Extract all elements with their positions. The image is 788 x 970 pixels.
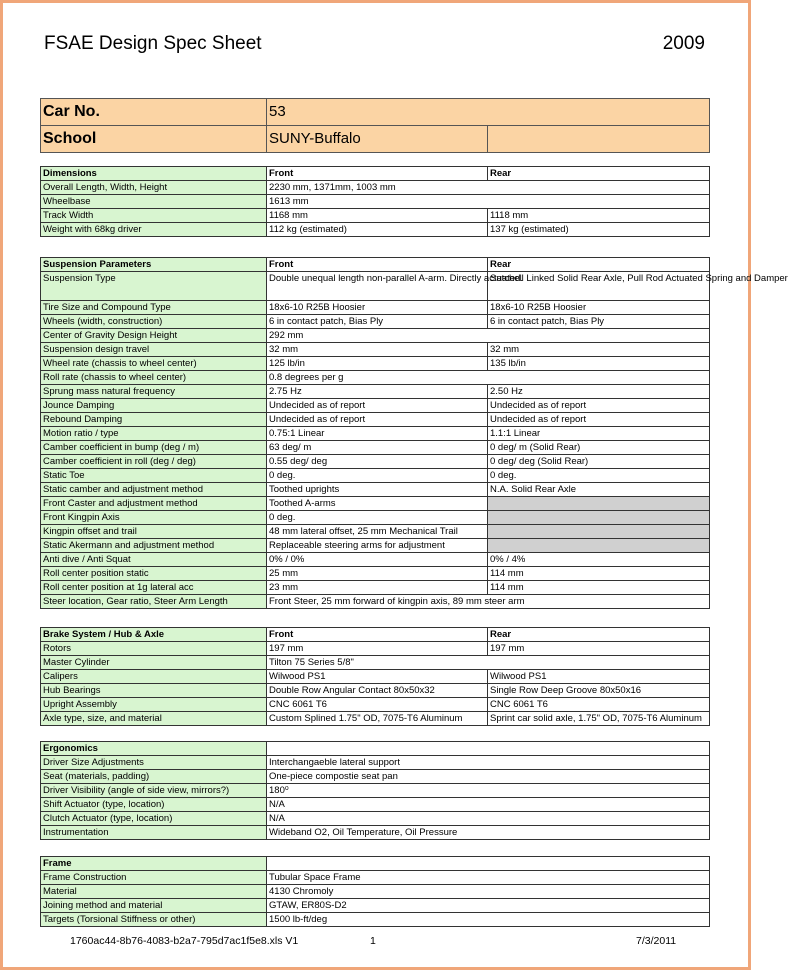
row-label: Clutch Actuator (type, location) bbox=[41, 812, 267, 826]
brake-front-header: Front bbox=[267, 628, 488, 642]
row-label: Wheel rate (chassis to wheel center) bbox=[41, 357, 267, 371]
row-front-value: 0 deg. bbox=[267, 511, 488, 525]
row-label: Jounce Damping bbox=[41, 399, 267, 413]
row-label: Camber coefficient in roll (deg / deg) bbox=[41, 455, 267, 469]
row-label: Material bbox=[41, 885, 267, 899]
row-front-value: Undecided as of report bbox=[267, 413, 488, 427]
table-row bbox=[41, 427, 710, 441]
row-label: Joining method and material bbox=[41, 899, 267, 913]
car-number-row bbox=[41, 99, 710, 126]
row-rear-value: 135 lb/in bbox=[488, 357, 710, 371]
row-label: Driver Size Adjustments bbox=[41, 756, 267, 770]
row-rear-value: Sprint car solid axle, 1.75" OD, 7075-T6 Aluminum bbox=[488, 712, 710, 726]
table-row bbox=[41, 511, 710, 525]
row-label: Shift Actuator (type, location) bbox=[41, 798, 267, 812]
row-rear-value: 114 mm bbox=[488, 581, 710, 595]
ergonomics-header-empty bbox=[267, 742, 710, 756]
row-rear-value: Satchell Linked Solid Rear Axle, Pull Rod Actuated Spring and Damper bbox=[488, 272, 710, 301]
row-rear-value: 0% / 4% bbox=[488, 553, 710, 567]
suspension-front-header: Front bbox=[267, 258, 488, 272]
row-label: Instrumentation bbox=[41, 826, 267, 840]
frame-header-empty bbox=[267, 857, 710, 871]
row-value: 1613 mm bbox=[267, 195, 710, 209]
table-row bbox=[41, 656, 710, 670]
row-front-value: 1168 mm bbox=[267, 209, 488, 223]
row-front-value: Custom Splined 1.75" OD, 7075-T6 Aluminum bbox=[267, 712, 488, 726]
row-rear-value: 137 kg (estimated) bbox=[488, 223, 710, 237]
table-row bbox=[41, 195, 710, 209]
row-front-value: 0 deg. bbox=[267, 469, 488, 483]
table-row bbox=[41, 469, 710, 483]
row-front-value: 0% / 0% bbox=[267, 553, 488, 567]
row-label: Driver Visibility (angle of side view, mirrors?) bbox=[41, 784, 267, 798]
table-row bbox=[41, 784, 710, 798]
suspension-rear-header: Rear bbox=[488, 258, 710, 272]
row-front-value: 25 mm bbox=[267, 567, 488, 581]
table-row bbox=[41, 181, 710, 195]
row-rear-value bbox=[488, 497, 710, 511]
school-empty-cell bbox=[488, 126, 710, 153]
row-rear-value: 1.1:1 Linear bbox=[488, 427, 710, 441]
footer-page-number: 1 bbox=[370, 935, 376, 947]
row-value: Front Steer, 25 mm forward of kingpin axis, 89 mm steer arm bbox=[267, 595, 710, 609]
table-row bbox=[41, 698, 710, 712]
table-row bbox=[41, 885, 710, 899]
table-row bbox=[41, 595, 710, 609]
row-label: Seat (materials, padding) bbox=[41, 770, 267, 784]
row-label: Wheels (width, construction) bbox=[41, 315, 267, 329]
row-value: 180⁰ bbox=[267, 784, 710, 798]
table-row bbox=[41, 899, 710, 913]
row-rear-value bbox=[488, 525, 710, 539]
suspension-table bbox=[40, 257, 788, 609]
row-rear-value: 0 deg/ m (Solid Rear) bbox=[488, 441, 710, 455]
table-row bbox=[41, 553, 710, 567]
row-label: Suspension design travel bbox=[41, 343, 267, 357]
row-label: Static Akermann and adjustment method bbox=[41, 539, 267, 553]
car-info-table bbox=[40, 98, 710, 153]
row-label: Frame Construction bbox=[41, 871, 267, 885]
row-front-value: 0.55 deg/ deg bbox=[267, 455, 488, 469]
row-front-value: 18x6-10 R25B Hoosier bbox=[267, 301, 488, 315]
row-label: Motion ratio / type bbox=[41, 427, 267, 441]
row-value: N/A bbox=[267, 812, 710, 826]
table-row bbox=[41, 798, 710, 812]
row-rear-value: CNC 6061 T6 bbox=[488, 698, 710, 712]
table-row bbox=[41, 913, 710, 927]
table-row bbox=[41, 343, 710, 357]
row-rear-value: 0 deg/ deg (Solid Rear) bbox=[488, 455, 710, 469]
suspension-title: Suspension Parameters bbox=[41, 258, 267, 272]
row-rear-value: Undecided as of report bbox=[488, 399, 710, 413]
row-label: Roll center position static bbox=[41, 567, 267, 581]
row-label: Static Toe bbox=[41, 469, 267, 483]
ergonomics-table bbox=[40, 741, 710, 840]
table-row bbox=[41, 385, 710, 399]
row-value: 292 mm bbox=[267, 329, 710, 343]
table-row bbox=[41, 567, 710, 581]
row-front-value: 63 deg/ m bbox=[267, 441, 488, 455]
table-row bbox=[41, 329, 710, 343]
table-row bbox=[41, 684, 710, 698]
row-label: Roll center position at 1g lateral acc bbox=[41, 581, 267, 595]
row-value: Interchangaeble lateral support bbox=[267, 756, 710, 770]
row-label: Calipers bbox=[41, 670, 267, 684]
frame-table bbox=[40, 856, 710, 927]
table-row bbox=[41, 483, 710, 497]
row-rear-value: 32 mm bbox=[488, 343, 710, 357]
row-value: One-piece compostie seat pan bbox=[267, 770, 710, 784]
row-label: Suspension Type bbox=[41, 272, 267, 301]
row-front-value: CNC 6061 T6 bbox=[267, 698, 488, 712]
row-label: Anti dive / Anti Squat bbox=[41, 553, 267, 567]
row-rear-value: Wilwood PS1 bbox=[488, 670, 710, 684]
row-label: Rotors bbox=[41, 642, 267, 656]
row-rear-value: Single Row Deep Groove 80x50x16 bbox=[488, 684, 710, 698]
row-value: Tubular Space Frame bbox=[267, 871, 710, 885]
dimensions-title: Dimensions bbox=[41, 167, 267, 181]
row-label: Hub Bearings bbox=[41, 684, 267, 698]
row-rear-value: 2.50 Hz bbox=[488, 385, 710, 399]
row-front-value: 125 lb/in bbox=[267, 357, 488, 371]
dimensions-header bbox=[41, 167, 710, 181]
table-row bbox=[41, 399, 710, 413]
table-row bbox=[41, 371, 710, 385]
table-row bbox=[41, 712, 710, 726]
row-front-value: 112 kg (estimated) bbox=[267, 223, 488, 237]
row-value: GTAW, ER80S-D2 bbox=[267, 899, 710, 913]
row-label: Sprung mass natural frequency bbox=[41, 385, 267, 399]
row-rear-value: 18x6-10 R25B Hoosier bbox=[488, 301, 710, 315]
school-row bbox=[41, 126, 710, 153]
row-front-value: 32 mm bbox=[267, 343, 488, 357]
brake-table bbox=[40, 627, 710, 726]
table-row bbox=[41, 272, 710, 301]
row-label: Overall Length, Width, Height bbox=[41, 181, 267, 195]
footer-date: 7/3/2011 bbox=[636, 935, 677, 947]
row-label: Camber coefficient in bump (deg / m) bbox=[41, 441, 267, 455]
table-row bbox=[41, 539, 710, 553]
row-rear-value: 1118 mm bbox=[488, 209, 710, 223]
table-row bbox=[41, 209, 710, 223]
suspension-header bbox=[41, 258, 710, 272]
row-front-value: Undecided as of report bbox=[267, 399, 488, 413]
row-front-value: Toothed uprights bbox=[267, 483, 488, 497]
row-front-value: Double unequal length non-parallel A-arm. Directly actuated. bbox=[267, 272, 488, 301]
row-rear-value: 114 mm bbox=[488, 567, 710, 581]
row-value: 2230 mm, 1371mm, 1003 mm bbox=[267, 181, 710, 195]
footer-filename: 1760ac44-8b76-4083-b2a7-795d7ac1f5e8.xls V1 bbox=[70, 935, 299, 947]
row-value: 4130 Chromoly bbox=[267, 885, 710, 899]
table-row bbox=[41, 756, 710, 770]
row-value: Wideband O2, Oil Temperature, Oil Pressure bbox=[267, 826, 710, 840]
row-label: Axle type, size, and material bbox=[41, 712, 267, 726]
table-row bbox=[41, 670, 710, 684]
row-front-value: Wilwood PS1 bbox=[267, 670, 488, 684]
table-row bbox=[41, 223, 710, 237]
row-value: N/A bbox=[267, 798, 710, 812]
row-label: Upright Assembly bbox=[41, 698, 267, 712]
row-front-value: Replaceable steering arms for adjustment bbox=[267, 539, 488, 553]
row-label: Roll rate (chassis to wheel center) bbox=[41, 371, 267, 385]
row-label: Wheelbase bbox=[41, 195, 267, 209]
row-value: Tilton 75 Series 5/8" bbox=[267, 656, 710, 670]
row-rear-value bbox=[488, 539, 710, 553]
row-front-value: 197 mm bbox=[267, 642, 488, 656]
brake-rear-header: Rear bbox=[488, 628, 710, 642]
row-label: Center of Gravity Design Height bbox=[41, 329, 267, 343]
frame-title: Frame bbox=[41, 857, 267, 871]
row-label: Rebound Damping bbox=[41, 413, 267, 427]
row-front-value: 0.75:1 Linear bbox=[267, 427, 488, 441]
row-label: Targets (Torsional Stiffness or other) bbox=[41, 913, 267, 927]
row-rear-value: 0 deg. bbox=[488, 469, 710, 483]
table-row bbox=[41, 455, 710, 469]
row-rear-value: 6 in contact patch, Bias Ply bbox=[488, 315, 710, 329]
row-label: Steer location, Gear ratio, Steer Arm Length bbox=[41, 595, 267, 609]
table-row bbox=[41, 812, 710, 826]
row-label: Weight with 68kg driver bbox=[41, 223, 267, 237]
table-row bbox=[41, 770, 710, 784]
car-number-value: 53 bbox=[267, 99, 710, 126]
dimensions-table bbox=[40, 166, 710, 237]
table-row bbox=[41, 441, 710, 455]
dimensions-rear-header: Rear bbox=[488, 167, 710, 181]
table-row bbox=[41, 497, 710, 511]
dimensions-front-header: Front bbox=[267, 167, 488, 181]
row-label: Master Cylinder bbox=[41, 656, 267, 670]
brake-header bbox=[41, 628, 710, 642]
row-label: Front Caster and adjustment method bbox=[41, 497, 267, 511]
table-row bbox=[41, 642, 710, 656]
table-row bbox=[41, 315, 710, 329]
row-label: Kingpin offset and trail bbox=[41, 525, 267, 539]
table-row bbox=[41, 871, 710, 885]
row-label: Front Kingpin Axis bbox=[41, 511, 267, 525]
table-row bbox=[41, 581, 710, 595]
row-value: 1500 lb-ft/deg bbox=[267, 913, 710, 927]
row-rear-value: N.A. Solid Rear Axle bbox=[488, 483, 710, 497]
row-value: 0.8 degrees per g bbox=[267, 371, 710, 385]
row-rear-value bbox=[488, 511, 710, 525]
row-front-value: Toothed A-arms bbox=[267, 497, 488, 511]
row-front-value: 6 in contact patch, Bias Ply bbox=[267, 315, 488, 329]
row-front-value: Double Row Angular Contact 80x50x32 bbox=[267, 684, 488, 698]
school-label: School bbox=[41, 126, 267, 153]
table-row bbox=[41, 826, 710, 840]
frame-header bbox=[41, 857, 710, 871]
row-front-value: 23 mm bbox=[267, 581, 488, 595]
row-label: Track Width bbox=[41, 209, 267, 223]
page-year: 2009 bbox=[662, 33, 705, 54]
row-rear-value: Undecided as of report bbox=[488, 413, 710, 427]
page-title: FSAE Design Spec Sheet bbox=[44, 33, 262, 54]
car-number-label: Car No. bbox=[41, 99, 267, 126]
table-row bbox=[41, 525, 710, 539]
row-rear-value: 197 mm bbox=[488, 642, 710, 656]
ergonomics-title: Ergonomics bbox=[41, 742, 267, 756]
table-row bbox=[41, 413, 710, 427]
brake-title: Brake System / Hub & Axle bbox=[41, 628, 267, 642]
row-front-value: 2.75 Hz bbox=[267, 385, 488, 399]
row-label: Tire Size and Compound Type bbox=[41, 301, 267, 315]
school-value: SUNY-Buffalo bbox=[267, 126, 488, 153]
table-row bbox=[41, 301, 710, 315]
ergonomics-header bbox=[41, 742, 710, 756]
row-label: Static camber and adjustment method bbox=[41, 483, 267, 497]
row-front-value: 48 mm lateral offset, 25 mm Mechanical Trail bbox=[267, 525, 488, 539]
table-row bbox=[41, 357, 710, 371]
